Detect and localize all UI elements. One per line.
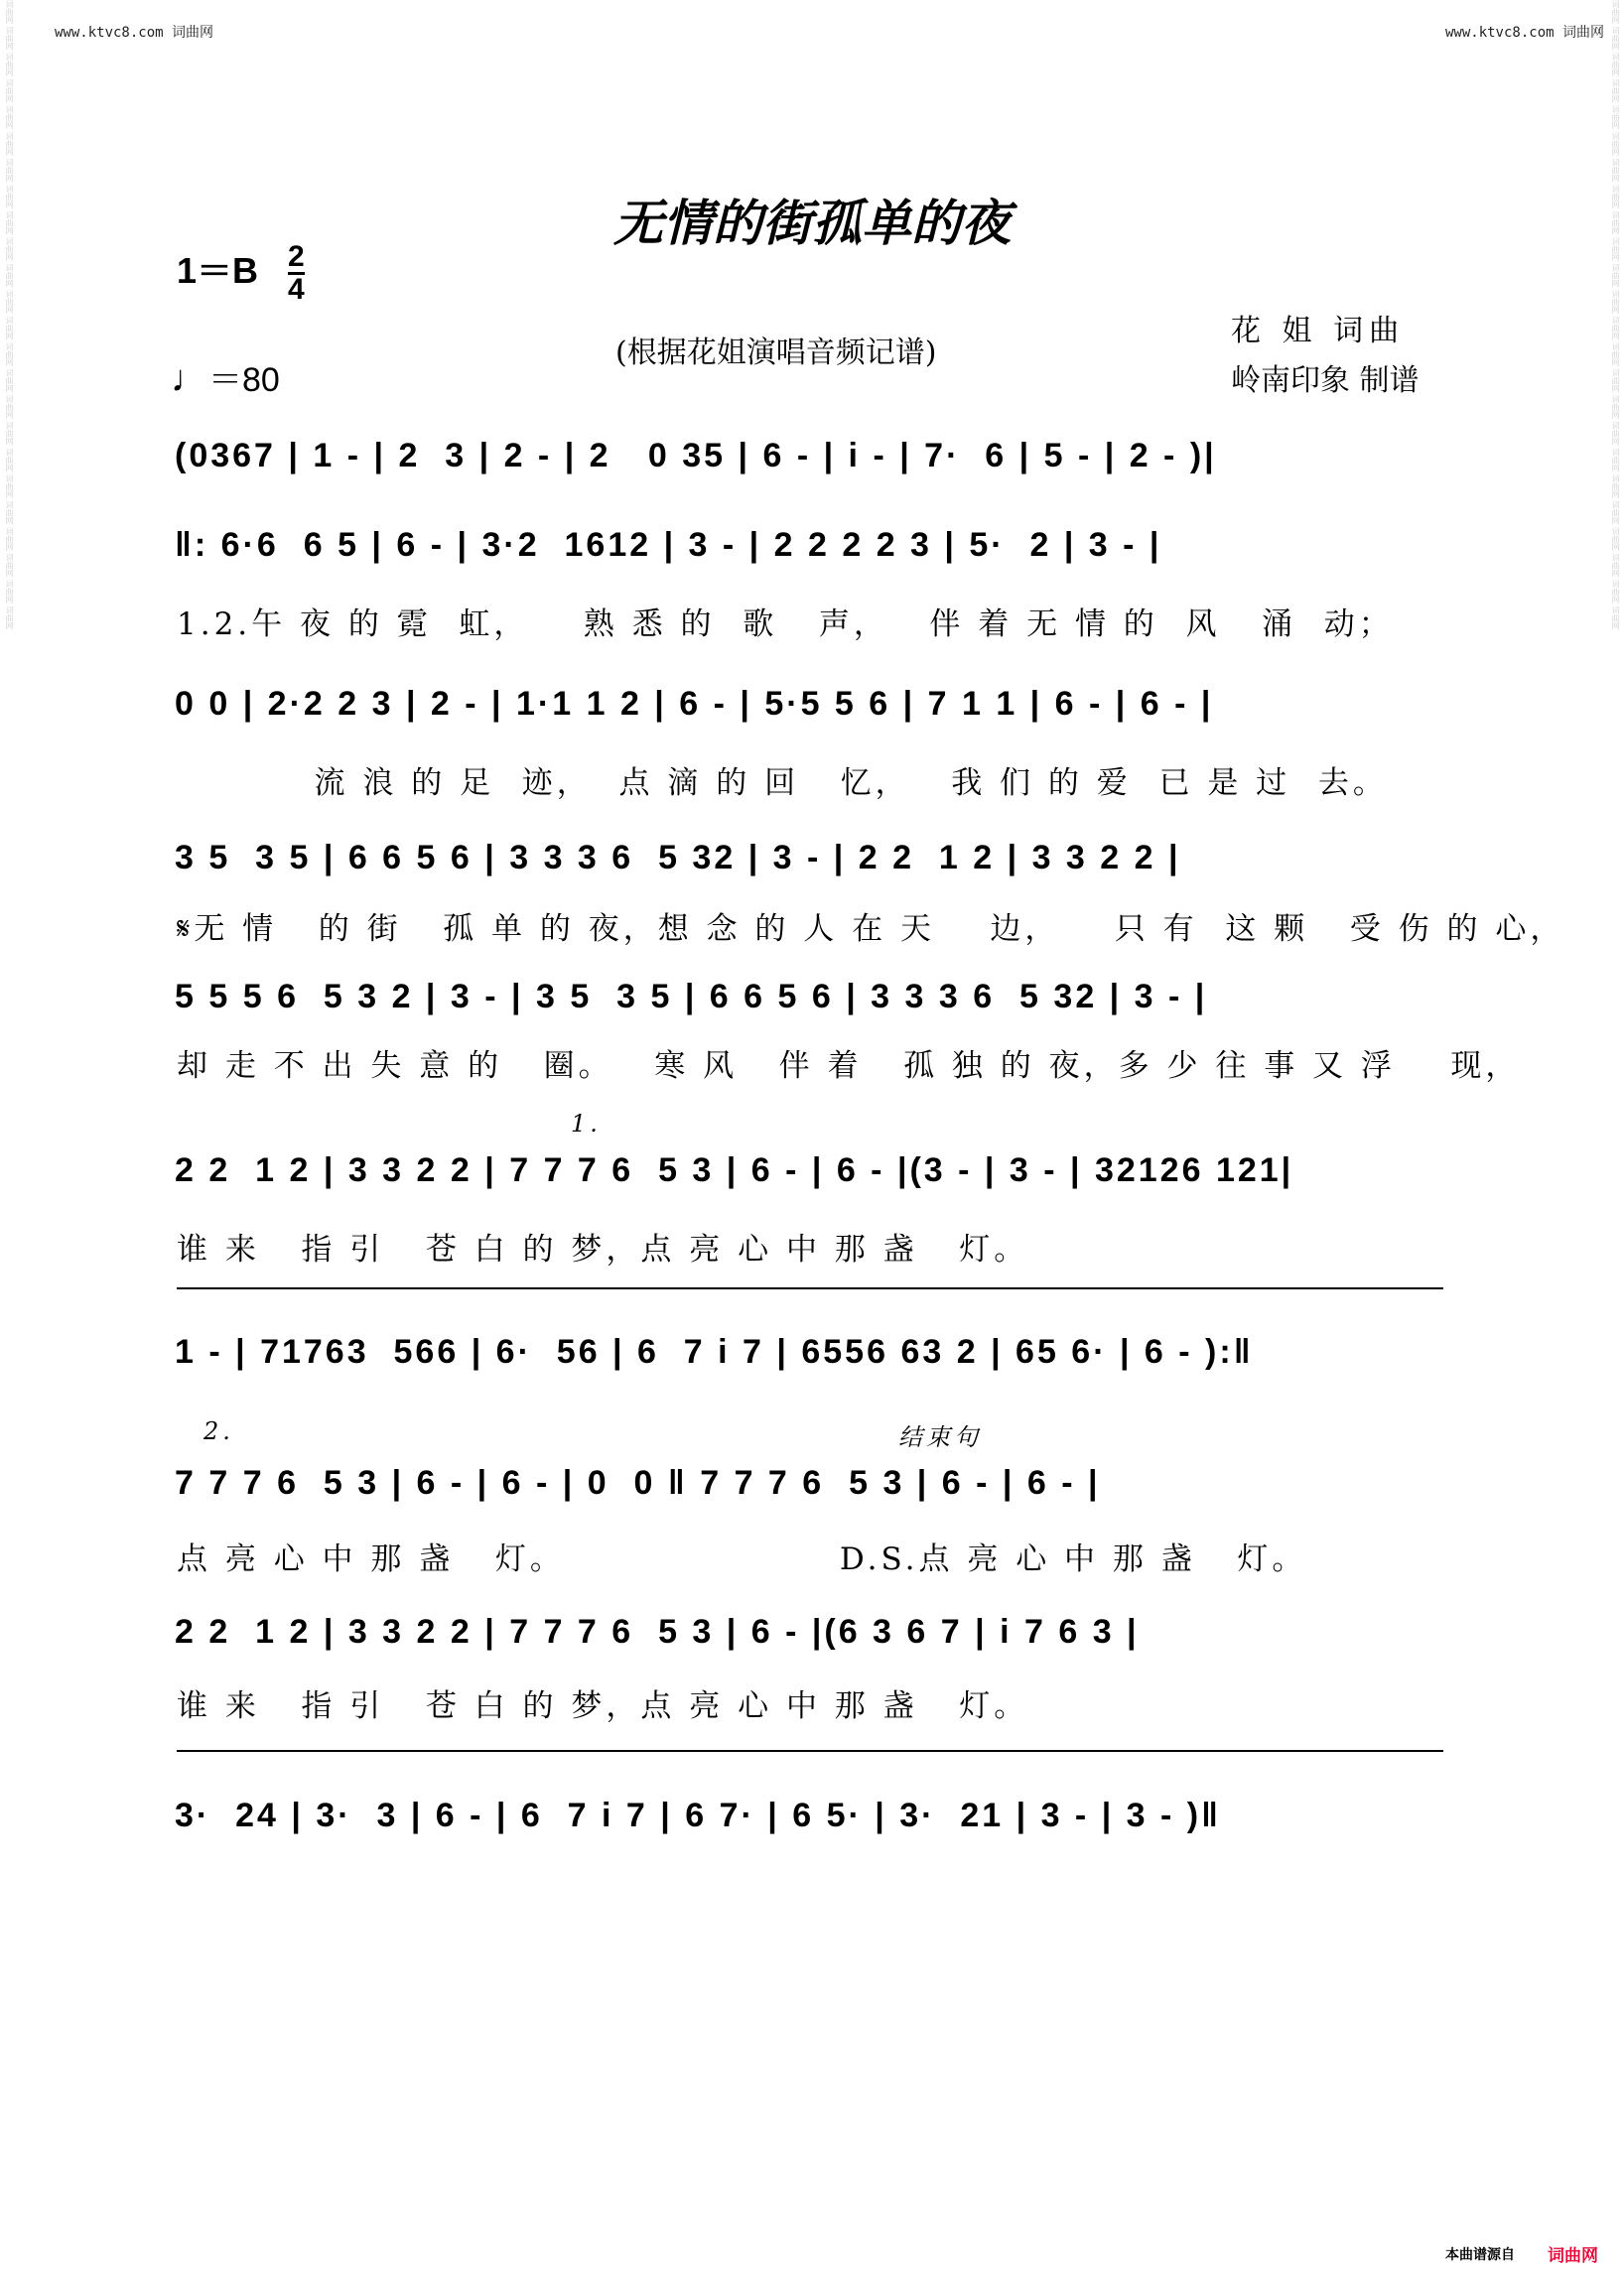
arranger-credit: 岭南印象 制谱 [1231,363,1420,398]
notation-row-8: 7 7 7 6 5 3 | 6 - | 6 - | 0 0 ‖ 7 7 7 6 5 3 | 6 - | 6 - | [175,1464,1101,1502]
header-left-url: www.ktvc8.com 词曲网 [55,25,214,41]
lyrics-row-8: 点 亮 心 中 那 盏 灯。 D.S.点 亮 心 中 那 盏 灯。 [177,1541,1307,1577]
quarter-note-icon: ♩ [171,358,208,400]
notation-row-1: (0367 | 1 - | 2 3 | 2 - | 2 0 35 | 6 - | i - | 7· 6 | 5 - | 2 - )| [175,437,1217,474]
tempo-marking [171,352,280,401]
ending-phrase-label: 结束句 [898,1423,982,1451]
first-ending-label: 1. [571,1110,602,1138]
left-watermark-strip: 词曲网 词曲网 词曲网 词曲网 词曲网 词曲网 词曲网 词曲网 词曲网 词曲网 词曲网 词曲网 词曲网 词曲网 词曲网 词曲网 词曲网 词曲网 词曲网 词曲网 词曲网 词曲网 词曲网 词曲网 [5,0,14,630]
right-watermark-strip: 词曲网 词曲网 词曲网 词曲网 词曲网 词曲网 词曲网 词曲网 词曲网 词曲网 词曲网 词曲网 词曲网 词曲网 词曲网 词曲网 词曲网 词曲网 词曲网 词曲网 词曲网 词曲网 词曲网 词曲网 [1611,0,1620,630]
notation-row-5: 5 5 5 6 5 3 2 | 3 - | 3 5 3 5 | 6 6 5 6 | 3 3 3 6 5 32 | 3 - | [175,978,1208,1015]
lyrics-row-4: 𝄋无 情 的 街 孤 单 的 夜，想 念 的 人 在 天 边， 只 有 这 颗 受 伤 的 心， [177,911,1565,947]
lyrics-row-9: 谁 来 指 引 苍 白 的 梦，点 亮 心 中 那 盏 灯。 [177,1688,1029,1724]
footer-source-text: 本曲谱源自 [1445,2247,1515,2263]
notation-row-10: 3· 24 | 3· 3 | 6 - | 6 7 i 7 | 6 7· | 6 5· | 3· 21 | 3 - | 3 - )‖ [175,1797,1222,1834]
volta-bracket-line [177,1287,1443,1289]
song-title: 无情的街孤单的夜 [613,194,1011,252]
notation-row-9: 2 2 1 2 | 3 3 2 2 | 7 7 7 6 5 3 | 6 - |(6 3 6 7 | i 7 6 3 | [175,1613,1140,1651]
notation-row-3: 0 0 | 2·2 2 3 | 2 - | 1·1 1 2 | 6 - | 5·5 5 6 | 7 1 1 | 6 - | 6 - | [175,685,1214,723]
notation-row-2: ‖: 6·6 6 5 | 6 - | 3·2 1612 | 3 - | 2 2 2 2 3 | 5· 2 | 3 - | [175,526,1162,564]
notation-row-6: 2 2 1 2 | 3 3 2 2 | 7 7 7 6 5 3 | 6 - | 6 - |(3 - | 3 - | 32126 121| [175,1151,1294,1189]
key-signature: 1＝B [177,250,259,291]
footer-logo[interactable]: 词曲网 [1548,2246,1598,2266]
lyrics-row-2: 1.2.午 夜 的 霓 虹， 熟 悉 的 歌 声， 伴 着 无 情 的 风 涌 动； [177,606,1394,642]
notation-row-7: 1 - | 71763 566 | 6· 56 | 6 7 i 7 | 6556 63 2 | 65 6· | 6 - ):‖ [175,1333,1254,1371]
lyrics-row-6: 谁 来 指 引 苍 白 的 梦，点 亮 心 中 那 盏 灯。 [177,1232,1029,1268]
second-ending-label: 2. [203,1417,234,1445]
transcription-note: (根据花姐演唱音频记谱) [615,335,937,370]
lyrics-row-3: 流 浪 的 足 迹， 点 滴 的 回 忆， 我 们 的 爱 已 是 过 去。 [177,765,1388,801]
lyricist-composer-credit: 花 姐 词曲 [1231,314,1406,348]
header-right-url: www.ktvc8.com 词曲网 [1444,25,1604,41]
lyrics-row-5: 却 走 不 出 失 意 的 圈。 寒 风 伴 着 孤 独 的 夜，多 少 往 事 又 浮 现， [177,1048,1521,1084]
notation-row-4: 3 5 3 5 | 6 6 5 6 | 3 3 3 6 5 32 | 3 - | 2 2 1 2 | 3 3 2 2 | [175,839,1181,876]
time-sig-bottom: 4 [288,273,305,306]
time-sig-top: 2 [288,240,305,273]
time-signature [288,242,305,305]
tempo-value: ＝80 [208,361,280,399]
coda-bracket-line [177,1750,1443,1752]
